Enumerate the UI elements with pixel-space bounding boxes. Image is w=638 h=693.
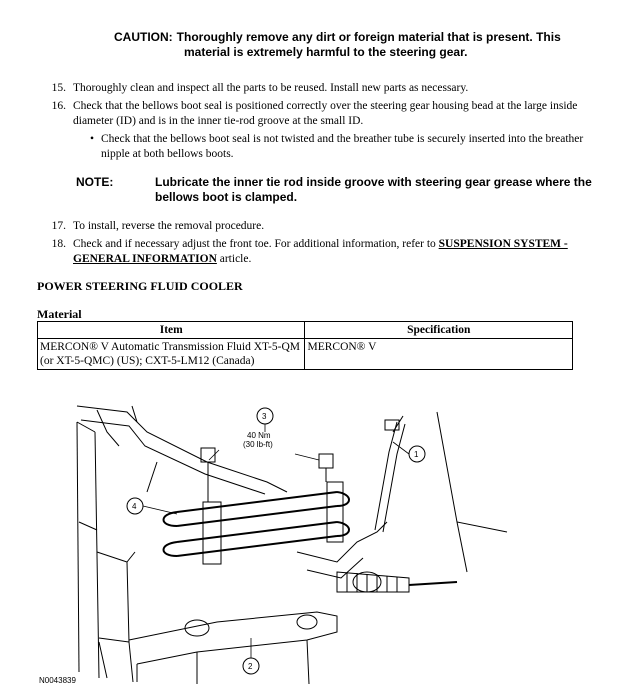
callout-3: 3	[262, 412, 267, 421]
section-title: POWER STEERING FLUID COOLER	[37, 279, 243, 293]
table-header-row	[38, 322, 573, 339]
bullet-dot: •	[90, 133, 95, 145]
step-text: Thoroughly clean and inspect all the parts to be reused. Install new parts as necessary.	[73, 82, 469, 94]
callout-2: 2	[248, 662, 253, 671]
step-item	[40, 219, 610, 234]
step-number: 17.	[51, 220, 66, 232]
step-number: 15.	[51, 82, 66, 94]
step-text: To install, reverse the removal procedure.	[73, 220, 265, 232]
callout-4: 4	[132, 502, 137, 511]
steering-diagram	[37, 402, 615, 688]
material-table	[37, 321, 573, 370]
torque-value-imperial: (30 lb-ft)	[243, 440, 273, 449]
steps-list-a	[40, 81, 610, 162]
bullet-text: Check that the bellows boot seal is not twisted and the breather tube is securely inserted into the breather nipple at both bellows boots.	[101, 133, 584, 160]
note-label: NOTE:	[76, 175, 114, 189]
step-text-after: article.	[216, 253, 252, 265]
step-text: Check and if necessary adjust the front toe. For additional information, refer to	[73, 238, 439, 250]
step-number: 16.	[51, 100, 66, 112]
cell-specification: MERCON® V	[305, 339, 573, 370]
step-item	[40, 237, 610, 267]
suspension-system-link[interactable]: SUSPENSION SYSTEM - GENERAL INFORMATION	[73, 238, 568, 265]
table-row	[38, 339, 573, 370]
callout-1: 1	[414, 450, 419, 459]
steps-list-b	[40, 219, 610, 270]
header-specification: Specification	[305, 322, 573, 339]
steering-gear-illustration	[37, 402, 615, 688]
step-text: Check that the bellows boot seal is positioned correctly over the steering gear housing bead at the large inside diameter (ID) and is in the inner tie-rod groove at the small ID.	[73, 100, 578, 127]
caution-line1: Thoroughly remove any dirt or foreign material that is present. This	[176, 30, 561, 44]
bullet-item	[40, 132, 610, 162]
material-title: Material	[37, 307, 82, 321]
note-text: Lubricate the inner tie rod inside groove with steering gear grease where the bellows boot is clamped.	[155, 175, 592, 204]
cell-item: MERCON® V Automatic Transmission Fluid XT-5-QM (or XT-5-QMC) (US); CXT-5-LM12 (Canada)	[38, 339, 305, 370]
figure-id: N0043839	[39, 676, 76, 685]
header-item: Item	[38, 322, 305, 339]
caution-line2: material is extremely harmful to the steering gear.	[184, 45, 468, 59]
note-block	[76, 175, 606, 205]
caution-block	[114, 30, 594, 60]
caution-label: CAUTION:	[114, 30, 173, 44]
step-item	[40, 99, 610, 129]
step-item	[40, 81, 610, 96]
torque-value: 40 Nm	[247, 431, 271, 440]
step-number: 18.	[51, 238, 66, 250]
